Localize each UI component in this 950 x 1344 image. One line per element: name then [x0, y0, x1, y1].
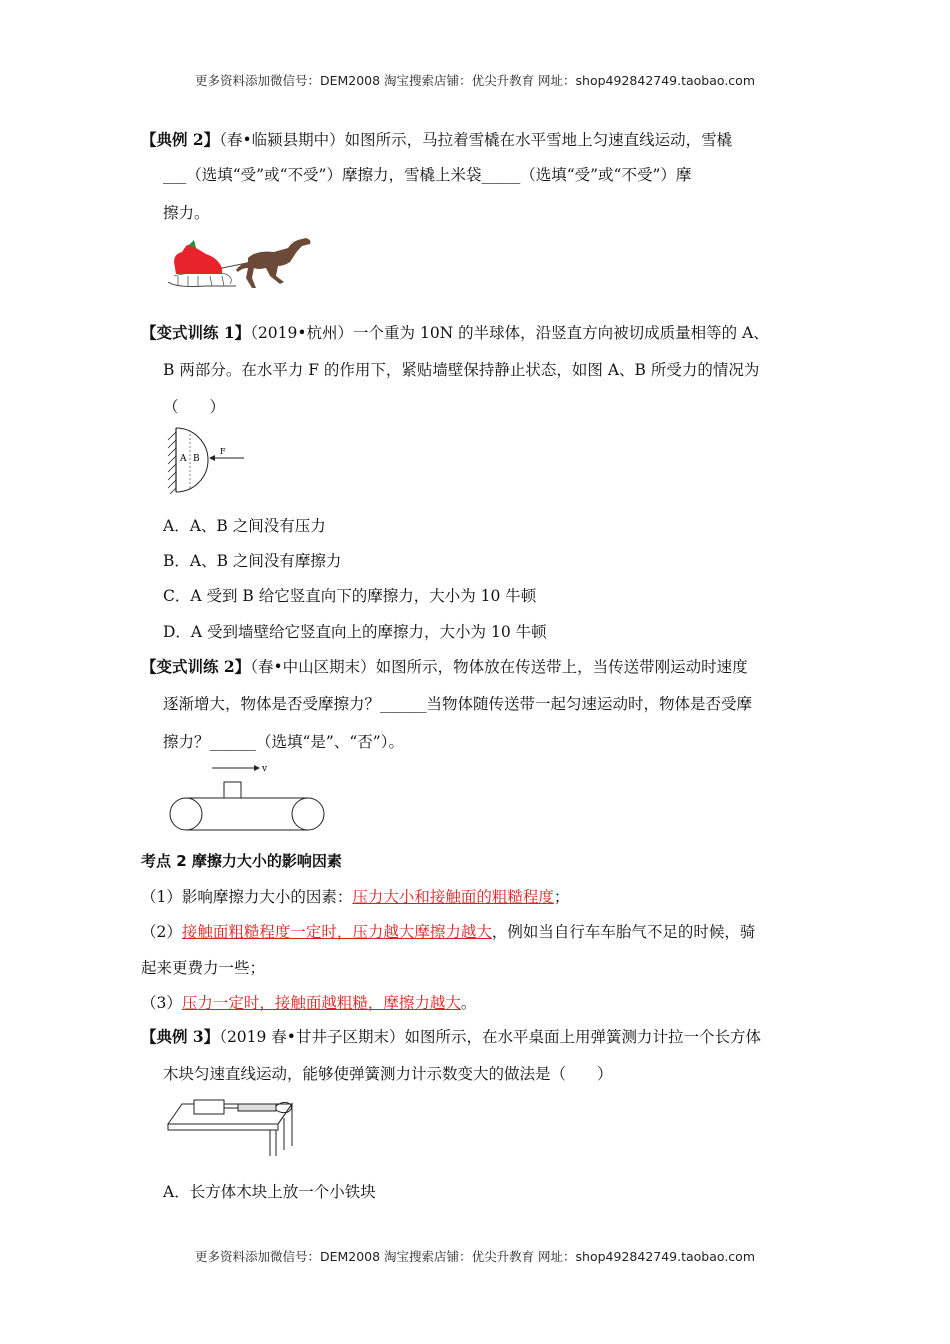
kp2-point-3: （3）压力一定时，接触面越粗糙，摩擦力越大。 — [141, 994, 477, 1012]
answer-2: 接触面粗糙程度一定时，压力越大摩擦力越大 — [181, 923, 492, 941]
section-title: 考点 2 摩擦力大小的影响因素 — [141, 852, 342, 870]
object-block — [224, 782, 241, 798]
variant-1-line-3: （ ） — [163, 398, 226, 416]
example-3-line-2: 木块匀速直线运动，能够使弹簧测力计示数变大的做法是（ ） — [163, 1065, 613, 1083]
example-3-label: 【典例 3】 — [141, 1027, 220, 1046]
variant-1-option-c: C．A 受到 B 给它竖直向下的摩擦力，大小为 10 牛顿 — [163, 587, 537, 605]
variant-1-label: 【变式训练 1】 — [141, 323, 251, 342]
velocity-arrow-icon — [254, 765, 260, 771]
example-2-label: 【典例 2】 — [141, 130, 220, 149]
velocity-label: v — [262, 764, 268, 774]
hemisphere-wall-figure — [166, 426, 248, 494]
label-f: F — [220, 447, 226, 456]
label-b: B — [193, 454, 200, 464]
example-3-line-1: 【典例 3】（2019 春•甘井子区期末）如图所示，在水平桌面上用弹簧测力计拉一个长方体 — [141, 1027, 761, 1046]
horse-sleigh-figure — [166, 232, 316, 292]
spring-scale-icon — [238, 1104, 276, 1111]
variant-1-option-d: D．A 受到墙壁给它竖直向上的摩擦力，大小为 10 牛顿 — [163, 623, 547, 641]
variant-1-option-a: A．A、B 之间没有压力 — [163, 517, 326, 535]
page-footer: 更多资料添加微信号：DEM2008 淘宝搜索店铺：优尖升教育 网址：shop492842749.taobao.com — [194, 1249, 756, 1264]
wood-block — [194, 1100, 224, 1114]
kp2-point-2-line-2: 起来更费力一些； — [141, 959, 266, 977]
variant-2-label: 【变式训练 2】 — [141, 657, 251, 676]
kp2-point-2: （2）接触面粗糙程度一定时，压力越大摩擦力越大，例如当自行车车胎气不足的时候，骑 — [141, 923, 756, 941]
example-3-option-a: A．长方体木块上放一个小铁块 — [163, 1183, 376, 1201]
variant-1-line-1: 【变式训练 1】（2019•杭州）一个重为 10N 的半球体，沿竖直方向被切成质量相等的 A、 — [141, 323, 769, 342]
example-2-line-3: 擦力。 — [163, 204, 210, 222]
force-arrow-icon — [209, 455, 215, 461]
kp2-point-1: （1）影响摩擦力大小的因素：压力大小和接触面的粗糙程度； — [141, 888, 570, 906]
variant-2-line-3: 擦力？______（选填“是”、“否”）。 — [163, 733, 404, 751]
table-spring-scale-figure — [166, 1094, 300, 1158]
example-2-line-1: 【典例 2】（春•临颍县期中）如图所示，马拉着雪橇在水平雪地上匀速直线运动，雪橇 — [141, 130, 733, 149]
answer-1: 压力大小和接触面的粗糙程度 — [352, 888, 554, 906]
horse-icon — [236, 238, 311, 288]
label-a: A — [180, 454, 187, 464]
variant-2-line-2: 逐渐增大，物体是否受摩擦力？______当物体随传送带一起匀速运动时，物体是否受摩 — [163, 695, 753, 713]
variant-1-line-2: B 两部分。在水平力 F 的作用下，紧贴墙壁保持静止状态，如图 A、B 所受力的情况为 — [163, 361, 760, 379]
conveyor-belt-figure — [166, 760, 330, 832]
sleigh-icon — [174, 244, 222, 274]
variant-1-option-b: B．A、B 之间没有摩擦力 — [163, 552, 342, 570]
example-2-line-2: ___（选填“受”或“不受”）摩擦力，雪橇上米袋_____（选填“受”或“不受”）摩 — [163, 166, 692, 184]
page-header: 更多资料添加微信号：DEM2008 淘宝搜索店铺：优尖升教育 网址：shop492842749.taobao.com — [194, 73, 756, 88]
variant-2-line-1: 【变式训练 2】（春•中山区期末）如图所示，物体放在传送带上，当传送带刚运动时速度 — [141, 657, 748, 676]
answer-3: 压力一定时，接触面越粗糙，摩擦力越大 — [181, 994, 461, 1012]
